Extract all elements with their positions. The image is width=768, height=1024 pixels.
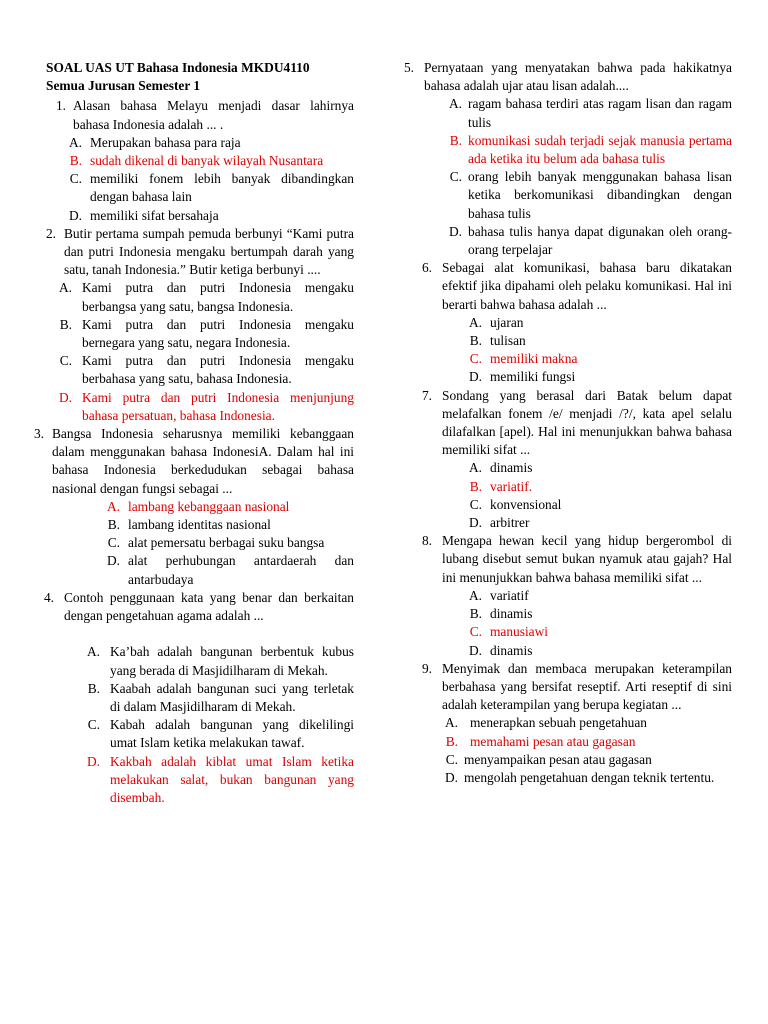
option-text: konvensional [490,496,562,512]
option-letter: B. [469,478,482,494]
option-text: sudah dikenal di banyak wilayah Nusantara [90,153,324,169]
option-c [396,751,732,769]
option-letter: D. [58,389,72,405]
option-text: Kakbah adalah kiblat umat Islam ketika melakukan salat, bukan bangunan yang disembah. [110,753,354,805]
option-b [36,316,354,352]
option-d-answer [36,753,354,808]
option-a [396,714,732,732]
question-3-stem [26,425,354,498]
option-text: ujaran [490,314,524,330]
question-number: 3. [33,426,44,442]
question-text: Alasan bahasa Melayu menjadi dasar lahirnya bahasa Indonesia adalah ... . [73,98,354,132]
option-text: alat perhubungan antardaerah dan antarbudaya [128,553,354,587]
question-text: Sondang yang berasal dari Batak belum dapat melafalkan fonem /e/ menjadi /?/, kata apel selalu dilafalkan [apel). Hal ini menunjukkan bahwa bahasa memiliki sifat ... [442,387,732,458]
left-column [33,59,354,807]
question-text: Butir pertama sumpah pemuda berbunyi “Kami putra dan putri Indonesia mengaku bertumpah darah yang satu, tanah Indonesia.” Butir ketiga berbunyi .... [64,225,354,278]
option-text: mengolah pengetahuan dengan teknik tertentu. [464,769,715,785]
option-c-answer [396,623,732,641]
option-text: menerapkan sebuah pengetahuan [470,715,647,731]
option-letter: D. [444,769,458,785]
option-d [36,552,354,588]
option-text: memiliki fungsi [490,369,576,385]
option-text: Kami putra dan putri Indonesia mengaku bernegara yang satu, negara Indonesia. [82,316,354,351]
option-letter: D. [468,515,482,531]
option-a [36,643,354,679]
option-c [36,352,354,388]
question-number: 6. [421,260,432,276]
question-4 [36,589,354,807]
option-b [396,605,732,623]
option-a [36,134,354,152]
question-6-stem [396,259,732,314]
option-text: dinamis [490,642,533,658]
question-number: 4. [43,589,54,605]
option-b-answer [396,478,732,496]
option-letter: C. [469,496,482,512]
option-letter: A. [448,96,462,112]
question-number: 1. [55,98,66,114]
option-letter: C. [87,717,100,733]
option-letter: A. [468,314,482,330]
option-letter: D. [468,642,482,658]
question-number: 2. [45,225,56,241]
option-d [396,514,732,532]
question-number: 5. [403,60,414,75]
option-letter: C. [69,171,82,187]
option-text: lambang kebanggaan nasional [128,498,290,514]
option-d [396,223,732,259]
option-letter: A. [68,134,82,150]
option-text: memiliki makna [490,351,578,367]
question-number: 8. [421,533,432,549]
option-c [36,170,354,206]
option-text: arbitrer [490,515,530,531]
question-text: Menyimak dan membaca merupakan keterampilan berbahasa yang bersifat reseptif. Arti reseptif di sini adalah keterampilan yang berupa kegiatan ... [442,660,732,713]
title-line-1: SOAL UAS UT Bahasa Indonesia MKDU4110 [46,60,310,75]
option-text: manusiawi [490,624,549,640]
option-text: dinamis [490,606,533,622]
question-text: Sebagai alat komunikasi, bahasa baru dikatakan efektif jika dipahami oleh pelaku komunikasi. Hal ini berarti bahwa bahasa adalah ... [442,260,732,312]
option-letter: B. [469,333,482,349]
option-text: tulisan [490,333,526,349]
option-text: Kabah adalah bangunan yang dikelilingi umat Islam ketika melakukan tawaf. [110,717,354,751]
question-8-stem [396,532,732,587]
option-text: Merupakan bahasa para raja [90,134,241,150]
option-letter: D. [106,553,120,569]
option-text: bahasa tulis hanya dapat digunakan oleh orang-orang terpelajar [468,223,732,258]
option-letter: B. [469,606,482,622]
option-text: dinamis [490,460,533,476]
option-letter: C. [469,624,482,640]
option-text: lambang identitas nasional [128,517,271,533]
question-2 [36,225,354,425]
question-text: Bangsa Indonesia seharusnya memiliki kebanggaan dalam menggunakan bahasa IndonesiA. Dalam hal ini bahasa Indonesia berkedudukan sebagai bahasa nasional dengan fungsi sebagai ... [52,426,354,496]
option-text: variatif. [490,478,533,494]
option-letter: A. [86,644,100,660]
question-7-stem [396,387,732,460]
option-letter: B. [69,153,82,169]
option-a [396,459,732,477]
question-2-stem [36,225,354,280]
option-letter: B. [107,517,120,533]
spacer [36,625,354,643]
option-c [396,168,732,223]
option-d [396,642,732,660]
question-5 [396,59,732,259]
option-text: memahami pesan atau gagasan [470,733,636,749]
option-c [36,716,354,752]
option-b-answer [396,733,732,751]
option-text: menyampaikan pesan atau gagasan [464,751,652,767]
option-letter: D. [468,369,482,385]
option-text: Kaabah adalah bangunan suci yang terletak di dalam Masjidilharam di Mekah. [110,680,354,714]
question-number: 7. [421,387,432,403]
option-text: Ka’bah adalah bangunan berbentuk kubus yang berada di Masjidilharam di Mekah. [110,644,354,678]
question-text: Pernyataan yang menyatakan bahwa pada hakikatnya bahasa adalah ujar atau lisan adalah.... [424,60,732,94]
option-b-answer [396,132,732,168]
option-letter: C. [107,535,120,551]
option-b-answer [36,152,354,170]
option-b [36,680,354,716]
option-text: variatif [490,587,529,603]
option-d [396,769,732,787]
question-5-stem [396,59,732,95]
option-letter: D. [86,753,100,769]
option-text: memiliki fonem lebih banyak dibandingkan dengan bahasa lain [90,171,354,205]
question-text: Contoh penggunaan kata yang benar dan berkaitan dengan pengetahuan agama adalah ... [64,589,354,624]
question-6 [396,259,732,386]
question-text: Mengapa hewan kecil yang hidup bergerombol di lubang disebut semut bukan nyamuk atau gajah? Hal ini menunjukkan bahwa bahasa memiliki sifat ... [442,533,732,585]
question-9 [396,660,732,787]
option-letter: B. [59,316,72,332]
option-d [396,368,732,386]
option-d [36,207,354,225]
question-number: 9. [421,660,432,676]
option-letter: D. [448,223,462,239]
question-3 [33,425,354,589]
option-d-answer [36,389,354,425]
option-text: orang lebih banyak menggunakan bahasa lisan ketika berkomunikasi dibandingkan dengan bahasa tulis [468,169,732,221]
option-letter: B. [445,733,458,749]
option-text: Kami putra dan putri Indonesia mengaku berbangsa yang satu, bangsa Indonesia. [82,280,354,314]
option-letter: C. [469,351,482,367]
option-letter: D. [68,207,82,223]
option-b [36,516,354,534]
option-letter: A. [106,498,120,514]
option-text: memiliki sifat bersahaja [90,207,219,223]
option-b [396,332,732,350]
option-letter: A. [444,715,458,731]
option-letter: A. [468,460,482,476]
title-line-2: Semua Jurusan Semester 1 [46,78,201,94]
option-c [36,534,354,552]
option-a [396,587,732,605]
document-title [36,59,354,95]
right-column [396,59,732,787]
option-c-answer [396,350,732,368]
option-letter: C. [445,751,458,767]
option-letter: C. [449,169,462,185]
option-a [396,314,732,332]
option-letter: B. [449,132,462,148]
option-a-answer [36,498,354,516]
question-7 [396,387,732,533]
question-9-stem [396,660,732,715]
option-c [396,496,732,514]
question-1 [36,97,354,224]
option-text: alat pemersatu berbagai suku bangsa [128,535,325,551]
question-1-stem [36,97,354,133]
question-8 [396,532,732,659]
option-letter: C. [59,353,72,369]
option-text: Kami putra dan putri Indonesia menjunjung bahasa persatuan, bahasa Indonesia. [82,389,354,423]
question-4-stem [36,589,354,625]
option-a [396,95,732,131]
option-text: ragam bahasa terdiri atas ragam lisan dan ragam tulis [468,96,732,130]
option-letter: B. [87,680,100,696]
option-text: komunikasi sudah terjadi sejak manusia pertama ada ketika itu belum ada bahasa tulis [468,132,732,167]
option-letter: A. [58,280,72,296]
option-letter: A. [468,587,482,603]
option-a [36,279,354,315]
option-text: Kami putra dan putri Indonesia mengaku berbahasa yang satu, bahasa Indonesia. [82,353,354,387]
